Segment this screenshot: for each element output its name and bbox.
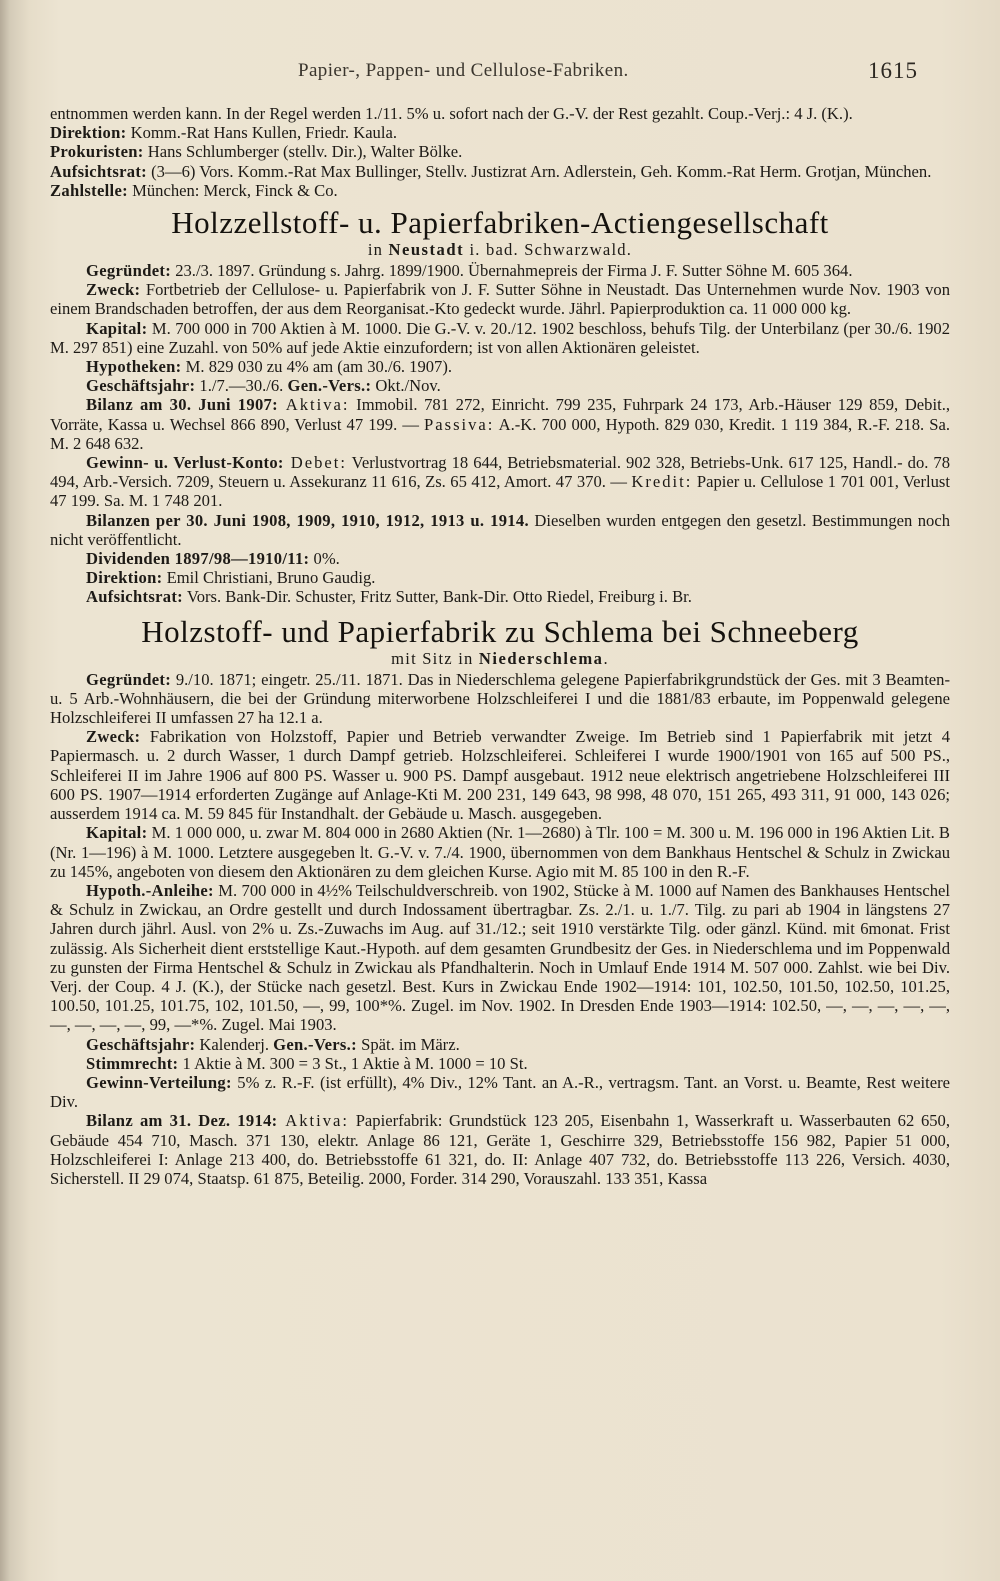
zweck-label: Zweck: xyxy=(86,280,141,300)
page-number: 1615 xyxy=(868,58,918,83)
s2-anleihe xyxy=(50,881,950,1035)
guv-label: Gewinn- u. Verlust-Konto: xyxy=(86,453,284,473)
subtitle-prefix: in xyxy=(367,240,389,260)
page-header xyxy=(0,58,1000,88)
debet-word: Debet: xyxy=(283,453,347,473)
intro-zahlstelle xyxy=(50,181,950,200)
s2-geschaeftsjahr xyxy=(50,1035,950,1054)
stimmrecht-text: 1 Aktie à M. 300 = 3 St., 1 Aktie à M. 1000 = 10 St. xyxy=(178,1053,528,1073)
direktion-label: Direktion: xyxy=(86,568,163,588)
s1-bilanzen xyxy=(50,511,950,549)
genvers-label: Gen.-Vers.: xyxy=(287,376,372,396)
zweck-text: Fabrikation von Holzstoff, Papier und Betrieb verwandter Zweige. Im Betrieb sind 1 Papierfabrik mit jetzt 4 Papiermasch. u. 2 durch Wasser, 1 durch Dampf getrieb. Holzschleiferei. Schleiferei I wurde 1900/1901 von 165 auf 500 PS., Schleiferei II im Jahre 1906 auf 800 PS. Wasser u. 900 PS. Dampf ausgebaut. 1912 neue elektrisch angetriebene Holzschleiferei III 600 PS. 1907—1914 erforderten Zugänge auf Anlage-Kti M. 200 231, 149 643, 98 998, 48 070, 151 265, 493 311, 91 000, 143 026; ausserdem 1914 ca. M. 59 845 für Instandhalt. der Gebäude u. Masch. ausgegeben. xyxy=(50,727,950,824)
company-title-holzzellstoff: Holzzellstoff- u. Papierfabriken-Actiengesellschaft xyxy=(171,205,829,241)
company-subtitle-niederschlema xyxy=(50,649,950,668)
prokuristen-label: Prokuristen: xyxy=(50,142,144,162)
subtitle-place: Neustadt xyxy=(388,240,465,260)
intro-direktion xyxy=(50,123,950,142)
gegruendet-label: Gegründet: xyxy=(86,669,172,689)
s1-kapital xyxy=(50,319,950,357)
hypotheken-text: M. 829 030 zu 4% am (am 30./6. 1907). xyxy=(181,357,453,377)
aktiva-word: Aktiva: xyxy=(277,1111,350,1131)
stimmrecht-label: Stimmrecht: xyxy=(86,1053,179,1073)
s1-gegruendet xyxy=(50,261,950,280)
company-title-schlema: Holzstoff- und Papierfabrik zu Schlema bei Schneeberg xyxy=(141,613,859,649)
geschaeftsjahr-text: 1./7.—30./6. xyxy=(195,376,288,396)
page-content xyxy=(50,104,950,1188)
passiva-word: Passiva: xyxy=(424,414,495,434)
s1-guv xyxy=(50,453,950,511)
intro-continuation: entnommen werden kann. In der Regel werden 1./11. 5% u. sofort nach der G.-V. der Rest gezahlt. Coup.-Verj.: 4 J. (K.). xyxy=(50,104,853,123)
company-subtitle-neustadt xyxy=(50,240,950,259)
zweck-text: Fortbetrieb der Cellulose- u. Papierfabrik von J. F. Sutter Söhne in Neustadt. Das Unternehmen wurde Nov. 1903 von einem Brandschaden betroffen, der aus dem Reorganisat.-Kto gedeckt wurde. Jährl. Papierproduktion ca. 11 000 000 kg. xyxy=(50,280,950,319)
s2-bilanz xyxy=(50,1111,950,1188)
zweck-label: Zweck: xyxy=(86,727,141,747)
direktion-text: Komm.-Rat Hans Kullen, Friedr. Kaula. xyxy=(126,123,397,143)
gegruendet-text: 23./3. 1897. Gründung s. Jahrg. 1899/1900. Übernahmepreis der Firma J. F. Sutter Söhne M. 605 364. xyxy=(171,261,853,281)
genvers-text: Spät. im März. xyxy=(356,1034,460,1054)
guv-text-debet: Verlustvortrag 18 644, Betriebsmaterial. 902 328, Betriebs-Unk. 617 125, Handl.- do. 78 494, Arb.-Versich. 7209, Steuern u. Assekuranz 11 616, Zs. 65 412, Amort. 47 370. — xyxy=(50,453,950,492)
kapital-label: Kapital: xyxy=(86,318,148,338)
verteilung-label: Gewinn-Verteilung: xyxy=(86,1072,232,1092)
bilanzen-text: Dieselben wurden entgegen den gesetzl. Bestimmungen noch nicht veröffentlicht. xyxy=(50,510,950,549)
geschaeftsjahr-label: Geschäftsjahr: xyxy=(86,1034,196,1054)
subtitle-prefix: mit Sitz in xyxy=(391,648,479,668)
bilanz-text-passiva: A.-K. 700 000, Hypoth. 829 030, Kredit. 1 119 384, R.-F. 218. Sa. M. 2 648 632. xyxy=(50,414,950,453)
aufsichtsrat-label: Aufsichtsrat: xyxy=(86,587,183,607)
s1-direktion xyxy=(50,568,950,587)
s1-geschaeftsjahr xyxy=(50,376,950,395)
running-title: Papier-, Pappen- und Cellulose-Fabriken. xyxy=(298,60,629,81)
s1-bilanz xyxy=(50,395,950,453)
bilanz-text: Papierfabrik: Grundstück 123 205, Eisenbahn 1, Wasserkraft u. Wasserbauten 62 650, Gebäude 454 710, Masch. 371 130, elektr. Anlage 86 121, Geräte 1, Geschirre 329, Betriebsstoffe 156 982, Papier 51 000, Holzschleiferei I: Anlage 213 400, do. Betriebsstoffe 61 321, do. II: Anlage 407 732, do. Betriebsstoffe 113 226, Versich. 4030, Sicherstell. II 29 074, Staatsp. 61 875, Beteilig. 2000, Forder. 314 290, Vorauszahl. 133 351, Kassa xyxy=(50,1111,950,1188)
bilanz-label: Bilanz am 31. Dez. 1914: xyxy=(86,1111,278,1131)
s2-zweck xyxy=(50,727,950,823)
intro-prokuristen xyxy=(50,142,950,161)
kapital-label: Kapital: xyxy=(86,823,148,843)
zahlstelle-label: Zahlstelle: xyxy=(50,180,128,200)
s1-hypotheken xyxy=(50,357,950,376)
zahlstelle-text: München: Merck, Finck & Co. xyxy=(127,180,338,200)
bilanz-text-aktiva: Immobil. 781 272, Einricht. 799 235, Fuhrpark 24 173, Arb.-Häuser 129 859, Debit., Vorräte, Kassa u. Wechsel 866 890, Verlust 47 199. — xyxy=(50,395,950,434)
s2-kapital xyxy=(50,823,950,881)
direktion-label: Direktion: xyxy=(50,123,127,143)
s1-dividenden xyxy=(50,549,950,568)
subtitle-suffix: . xyxy=(603,648,609,668)
s1-aufsichtsrat xyxy=(50,587,950,606)
kapital-text: M. 700 000 in 700 Aktien à M. 1000. Die G.-V. v. 20./12. 1902 beschloss, behufs Tilg. der Unterbilanz (per 30./6. 1902 M. 297 851) eine Zuzahl. von 50% auf jede Aktie einzufordern; ist von allen Aktionären geleistet. xyxy=(50,318,950,357)
s1-zweck xyxy=(50,280,950,318)
dividenden-text: 0%. xyxy=(309,549,340,569)
hypotheken-label: Hypotheken: xyxy=(86,357,182,377)
subtitle-suffix: i. bad. Schwarzwald. xyxy=(464,240,633,260)
aufsichtsrat-label: Aufsichtsrat: xyxy=(50,161,147,181)
aktiva-word: Aktiva: xyxy=(277,395,350,415)
gegruendet-text: 9./10. 1871; eingetr. 25./11. 1871. Das in Niederschlema gelegene Papierfabrikgrundstück der Ges. mit 3 Beamten- u. 5 Arb.-Wohnhäusern, die bei der Gründung miterworbene Holzschleiferei I und die 1881/83 erbaute, im Poppenwald gelegene Holzschleiferei II umfassen 27 ha 12.1 a. xyxy=(50,669,950,728)
genvers-label: Gen.-Vers.: xyxy=(273,1034,357,1054)
geschaeftsjahr-text: Kalenderj. xyxy=(195,1034,274,1054)
intro-aufsichtsrat xyxy=(50,162,950,181)
subtitle-place: Niederschlema xyxy=(478,648,604,668)
kapital-text: M. 1 000 000, u. zwar M. 804 000 in 2680 Aktien (Nr. 1—2680) à Tlr. 100 = M. 300 u. M. 196 000 in 196 Aktien Lit. B (Nr. 1—196) à M. 1000. Letztere ausgegeben lt. G.-V. v. 7./4. 1900, übernommen von dem Bankhaus Hentschel & Schulz in Zwickau zu 145%, angeboten von diesem den Aktionären zu dem gleichen Kurse. Agio mit M. 85 100 in den R.-F. xyxy=(50,823,950,881)
genvers-text: Okt./Nov. xyxy=(371,376,441,396)
direktion-text: Emil Christiani, Bruno Gaudig. xyxy=(162,568,376,588)
prokuristen-text: Hans Schlumberger (stellv. Dir.), Walter Bölke. xyxy=(143,142,463,162)
kredit-word: Kredit: xyxy=(631,472,693,492)
verteilung-text: 5% z. R.-F. (ist erfüllt), 4% Div., 12% Tant. an A.-R., vertragsm. Tant. an Vorst. u. Beamte, Rest weitere Div. xyxy=(50,1072,950,1112)
anleihe-text: M. 700 000 in 4½% Teilschuldverschreib. von 1902, Stücke à M. 1000 auf Namen des Bankhauses Hentschel & Schulz in Zwickau, an Ordre gestellt und durch Indossament übertragbar. Zs. 2./1. u. 1./7. Tilg. zu pari ab 1904 in längstens 27 Jahren durch jährl. Ausl. von 2% u. Zs.-Zuwachs im Aug. auf 31./12.; seit 1910 verstärkte Tilg. oder gänzl. Künd. mit 6monat. Frist zulässig. Als Sicherheit dient erststellige Kaut.-Hypoth. auf dem gesamten Grundbesitz der Ges. in Niederschlema und im Poppenwald zu gunsten der Firma Hentschel & Schulz in Zwickau als Pfandhalterin. Noch in Umlauf Ende 1914 M. 507 000. Zahlst. wie bei Div. Verj. der Coup. 4 J. (K.), der Stücke nach gesetzl. Best. Kurs in Zwickau Ende 1902—1914: 101, 102.50, 101.50, 102.50, 101.25, 100.50, 101.25, 101.75, 102, 101.50, —, 99, 100*%. Zugel. im Nov. 1902. In Dresden Ende 1903—1914: 102.50, —, —, —, —, —, —, —, —, —, 99, —*%. Zugel. Mai 1903. xyxy=(50,880,950,1035)
aufsichtsrat-text: Vors. Bank-Dir. Schuster, Fritz Sutter, Bank-Dir. Otto Riedel, Freiburg i. Br. xyxy=(183,587,692,607)
dividenden-label: Dividenden 1897/98—1910/11: xyxy=(86,549,310,569)
s2-gegruendet xyxy=(50,670,950,728)
bilanzen-label: Bilanzen per 30. Juni 1908, 1909, 1910, 1912, 1913 u. 1914. xyxy=(86,510,529,530)
geschaeftsjahr-label: Geschäftsjahr: xyxy=(86,376,196,396)
gegruendet-label: Gegründet: xyxy=(86,261,172,281)
anleihe-label: Hypoth.-Anleihe: xyxy=(86,880,214,900)
guv-text-kredit: Papier u. Cellulose 1 701 001, Verlust 47 199. Sa. M. 1 748 201. xyxy=(50,472,950,511)
s2-verteilung xyxy=(50,1073,950,1111)
aufsichtsrat-text: (3—6) Vors. Komm.-Rat Max Bullinger, Stellv. Justizrat Arn. Adlerstein, Geh. Komm.-Rat Herm. Grotjan, München. xyxy=(147,161,932,181)
bilanz-label: Bilanz am 30. Juni 1907: xyxy=(86,395,278,415)
s2-stimmrecht xyxy=(50,1054,950,1073)
